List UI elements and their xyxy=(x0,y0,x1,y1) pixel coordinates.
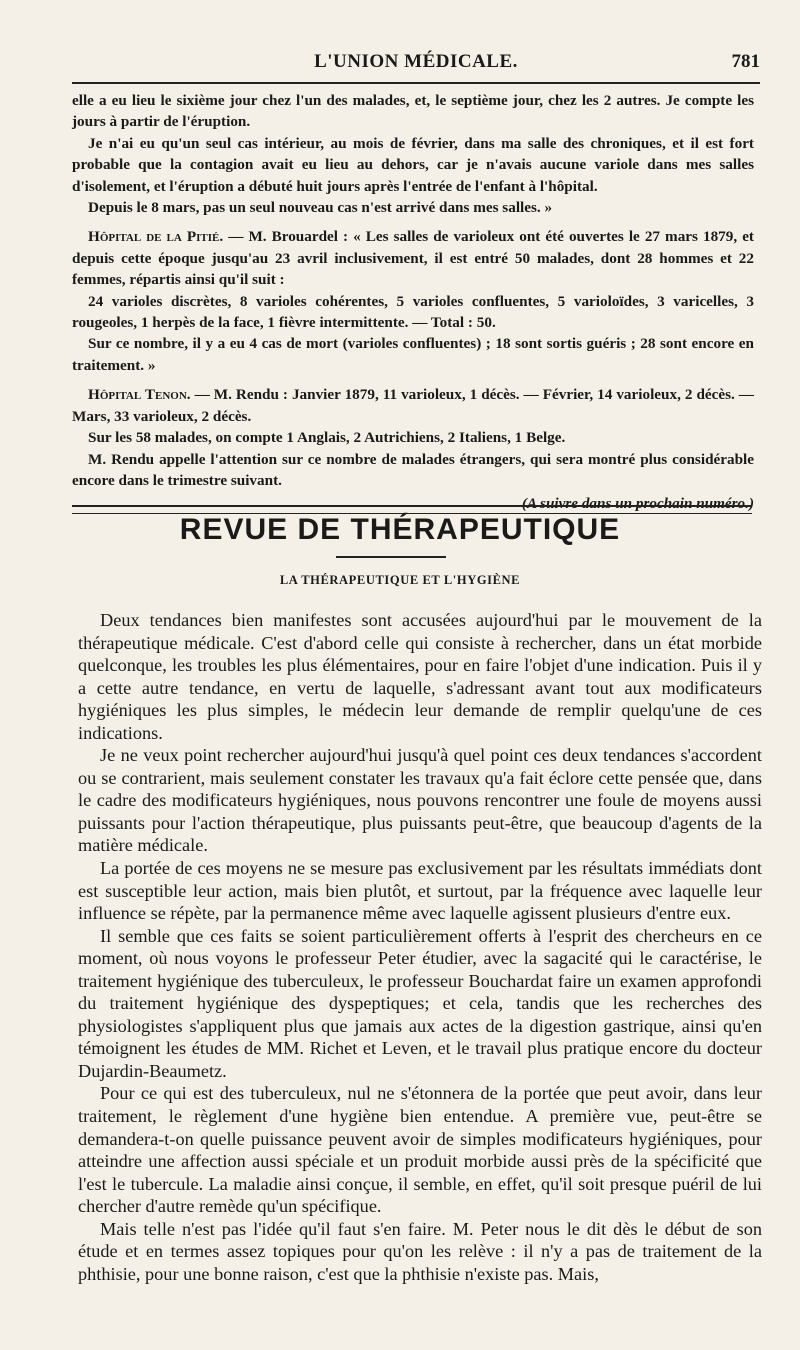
paragraph: Deux tendances bien manifestes sont accusées aujourd'hui par le mouvement de la thérapeutique médicale. C'est d'abord celle qui consiste à rechercher, dans un état morbide quelconque, les troubles les plus élémentaires, pour en faire l'objet d'une indication. Puis il y a cette autre tendance, en vertu de laquelle, s'adressant avant tout aux modificateurs hygiéniques les plus simples, le médecin leur demande de remplir quelqu'une de ces indications. xyxy=(78,610,762,743)
paragraph-tenon xyxy=(72,384,754,427)
title-underline xyxy=(336,556,446,558)
to-be-continued-note: (A suivre dans un prochain numéro.) xyxy=(521,495,754,513)
hospital-heading: Hôpital Tenon. xyxy=(88,386,191,404)
paragraph: Depuis le 8 mars, pas un seul nouveau cas n'est arrivé dans mes salles. » xyxy=(88,199,553,217)
paragraph: Pour ce qui est des tuberculeux, nul ne s'étonnera de la portée que peut avoir, dans leur traitement, le règlement d'une hygiène bien entendue. A première vue, peut-être se demandera-t-on quelle puissance peuvent avoir de simples modificateurs hygiéniques, pour atteindre une affection aussi spéciale et un produit morbide aussi près de la spécificité que l'est le tubercule. La maladie ainsi conçue, il semble, en effet, qu'il soit presque puéril de lui chercher d'autre remède qu'un spécifique. xyxy=(78,1083,762,1217)
page-number: 781 xyxy=(731,51,760,72)
paragraph: Sur ce nombre, il y a eu 4 cas de mort (varioles confluentes) ; 18 sont sortis guéris ; 28 sont encore en traitement. » xyxy=(72,335,754,374)
paragraph: Je n'ai eu qu'un seul cas intérieur, au mois de février, dans ma salle des chroniques, et il est fort probable que la contagion avait eu lieu au dehors, car je n'avais aucune variole dans mes salles d'isolement, et l'éruption a débuté huit jours après l'entrée de l'enfant à l'hôpital. xyxy=(72,134,754,195)
paragraph: 24 varioles discrètes, 8 varioles cohérentes, 5 varioles confluentes, 5 varioloïdes, 3 varicelles, 3 rougeoles, 1 herpès de la face, 1 fièvre intermittente. — Total : 50. xyxy=(72,292,754,332)
paragraph-pitie xyxy=(72,226,754,290)
paragraph: Il semble que ces faits se soient particulièrement offerts à l'esprit des chercheurs en ce moment, où nous voyons le professeur Peter étudier, avec la sagacité qui le caractérise, le traitement hygiénique des tuberculeux, le professeur Bouchardat faire un examen approfondi du traitement hygiénique des dyspeptiques; et cela, tandis que les recherches des physiologistes s'appliquent plus que jamais aux actes de la digestion gastrique, ainsi qu'en témoignent les études de MM. Richet et Leven, et le travail plus pratique encore du docteur Dujardin-Beaumetz. xyxy=(78,925,762,1081)
page-header xyxy=(72,45,760,79)
paragraph: La portée de ces moyens ne se mesure pas exclusivement par les résultats immédiats dont est susceptible leur action, mais bien plutôt, et surtout, par la fréquence avec laquelle leur influence se répète, par la permanence même avec laquelle agissent plusieurs d'entre eux. xyxy=(78,858,762,924)
header-rule xyxy=(72,82,760,84)
paragraph: M. Rendu appelle l'attention sur ce nombre de malades étrangers, qui sera montré plus considérable encore dans le trimestre suivant. xyxy=(72,450,754,489)
paragraph: elle a eu lieu le sixième jour chez l'un des malades, et, le septième jour, chez les 2 autres. Je compte les jours à partir de l'éruption. xyxy=(72,92,754,131)
paragraph-text: — M. Rendu : Janvier 1879, 11 varioleux, 1 décès. — Février, 14 varioleux, 2 décès. — Mars, 33 varioleux, 2 décès. xyxy=(72,386,754,425)
report-continuation xyxy=(72,90,754,515)
journal-title: L'UNION MÉDICALE. xyxy=(314,51,518,72)
section-subtitle: LA THÉRAPEUTIQUE ET L'HYGIÈNE xyxy=(279,573,521,587)
article-body xyxy=(78,609,762,1285)
paragraph: Je ne veux point rechercher aujourd'hui jusqu'à quel point ces deux tendances s'accordent ou se contrarient, mais seulement constater les travaux qu'a fait éclore cette pensée que, dans le cadre des modificateurs hygiéniques, nous pouvons rencontrer une foule de moyens aussi puissants pour l'action thérapeutique, plus puissants peut-être, que beaucoup d'agents de la matière médicale. xyxy=(78,745,762,856)
paragraph-text: — M. Brouardel : « Les salles de varioleux ont été ouvertes le 27 mars 1879, et depuis cette époque jusqu'au 23 avril inclusivement, il est entré 50 malades, dont 28 hommes et 22 femmes, répartis ainsi qu'il suit : xyxy=(72,228,754,289)
hospital-heading: Hôpital de la Pitié. xyxy=(88,228,224,246)
section-title: REVUE DE THÉRAPEUTIQUE xyxy=(179,513,621,546)
paragraph: Sur les 58 malades, on compte 1 Anglais, 2 Autrichiens, 2 Italiens, 1 Belge. xyxy=(88,429,566,447)
paragraph: Mais telle n'est pas l'idée qu'il faut s'en faire. M. Peter nous le dit dès le début de son étude et en termes assez topiques pour qu'on les relève : il n'y a pas de traitement de la phthisie, pour une bonne raison, c'est que la phthisie n'existe pas. Mais, xyxy=(78,1218,762,1284)
